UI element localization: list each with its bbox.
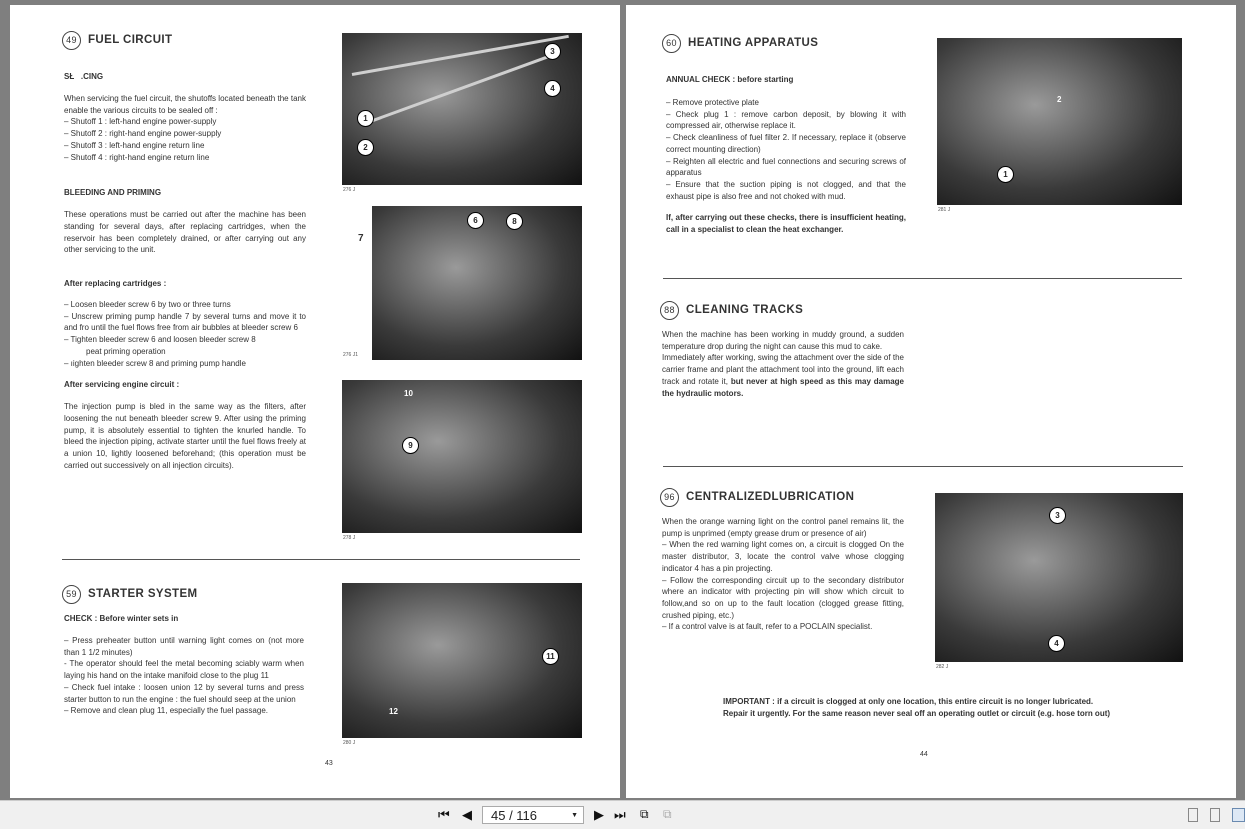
photo-label: 10 (404, 389, 413, 398)
starter-photo (342, 583, 582, 738)
warning-text: but never at high speed as this may damage the hydraulic motors. (662, 376, 904, 398)
callout: 2 (357, 139, 374, 156)
lubrication-distributor-photo (935, 493, 1183, 662)
list-item: – Shutoff 4 : right-hand engine return line (64, 152, 210, 162)
callout: 4 (1048, 635, 1065, 652)
callout: 3 (544, 43, 561, 60)
important-line: IMPORTANT : if a circuit is clogged at only one location, this entire circuit is no longer lubricated. (723, 697, 1094, 706)
tracks-heading (660, 301, 904, 320)
engine-text: The injection pump is bled in the same way as the filters, after loosening the nut beneath bleeder screw 9. After using the priming pump, it is absolutely essential to tighten the knurled handle. To bleed the injection piping, activate starter until the fuel flows freely at a union 10, lightly loosened beforehand; (this operation must be carried out successively on all injection circuits). (64, 402, 306, 470)
list-item: – If a control valve is at fault, refer to a POCLAIN specialist. (662, 622, 873, 632)
list-item: – Loosen bleeder screw 6 by two or three turns (64, 300, 231, 310)
important-note (723, 696, 1110, 720)
callout: 11 (542, 648, 559, 665)
next-page-button[interactable]: ▶ (594, 807, 604, 822)
list-item: – Remove and clean plug 11, especially the fuel passage. (64, 706, 268, 716)
list-item: – Check fuel intake : loosen union 12 by several turns and press starter button to run the engine : the fuel should seep at the union (64, 682, 304, 704)
section-title: FUEL CIRCUIT (88, 34, 173, 46)
important-line: Repair it urgently. For the same reason never seal off an operating outlet or circuit (e.g. hose torn out) (723, 709, 1111, 718)
starter-items (64, 635, 304, 717)
starter-subheading: CHECK : Before winter sets in (64, 614, 179, 623)
list-item: – Reighten all electric and fuel connections and securing screws of apparatus (666, 156, 906, 178)
paragraph (662, 352, 904, 399)
fuel-shutoffs-photo (342, 33, 582, 185)
list-item: – Follow the corresponding circuit up to the secondary distributor where an indicator with projecting pin will show which circuit to follow,and so on up to the fault location (clogged grease fitting, crushed piping, etc.) (662, 575, 904, 620)
bleeding-heading: BLEEDING AND PRIMING (64, 188, 162, 198)
single-page-view-icon[interactable] (1188, 808, 1198, 822)
lube-items (662, 516, 904, 633)
section-title: STARTER SYSTEM (88, 588, 198, 600)
paragraph: When the machine has been working in muddy ground, a sudden temperature drop during the night can cause this mud to cake. (662, 330, 904, 351)
list-item: – When the red warning light comes on, a circuit is clogged On the master distributor, 3, locate the control valve whose clogging indicator 4 has a pin projecting. (662, 540, 904, 573)
paragraph-text: Immediately after working, swing the attachment over the side of the carrier frame and plant the attachment tool into the ground, lift each track and rotate it, (662, 353, 904, 386)
section-title: CENTRALIZEDLUBRICATION (686, 491, 855, 503)
fuel-filters-photo (372, 206, 582, 360)
heating-items (666, 97, 906, 202)
left-text-column (62, 31, 306, 471)
list-item: - The operator should feel the metal becoming ɜciably warm when laying his hand on the intake manifoid close to the plug 11 (64, 659, 304, 681)
annual-check-heading: ANNUAL CHECK : before starting (666, 75, 794, 84)
callout: 1 (997, 166, 1014, 183)
photo-label: 2 (1057, 95, 1062, 104)
section-number: 96 (660, 488, 679, 507)
photo-ref: 278 J (343, 535, 356, 541)
fuel-circuit-heading (62, 31, 306, 50)
after-engine-heading: After servicing engine circuit : (64, 380, 180, 390)
list-item: – Remove protective plate (666, 98, 759, 107)
two-page-view-icon[interactable] (1232, 808, 1245, 822)
callout: 8 (506, 213, 523, 230)
photo-label: 12 (389, 707, 398, 716)
callout: 9 (402, 437, 419, 454)
divider (663, 278, 1182, 279)
first-page-button[interactable]: ⏮ (438, 807, 450, 822)
heating-heading (662, 34, 906, 53)
last-page-button[interactable]: ⏭ (614, 807, 626, 822)
paragraph: When servicing the fuel circuit, the shutoffs located beneath the tank enable the various circuits to be sealed off : (64, 94, 306, 115)
after-cartridges-heading: After replacing cartridges : (64, 279, 167, 289)
list-item: peat priming operation (86, 346, 166, 356)
list-item: – Check cleanliness of fuel filter 2. If necessary, replace it (observe correct mounting direction) (666, 133, 906, 154)
injection-pump-photo (342, 380, 582, 533)
continuous-view-icon[interactable] (1210, 808, 1220, 822)
list-item: – Shutoff 3 : left-hand engine return line (64, 140, 205, 150)
bleeding-steps (64, 299, 306, 369)
section-number: 59 (62, 585, 81, 604)
heating-column (662, 34, 906, 236)
photo-ref: 276 J1 (343, 352, 359, 358)
fuel-intro (64, 93, 306, 163)
callout: 6 (467, 212, 484, 229)
lube-heading (660, 488, 904, 507)
starter-heading (62, 585, 304, 604)
viewer-toolbar (0, 800, 1245, 829)
chevron-down-icon: ▼ (571, 812, 578, 819)
list-item: – Press preheater button until warning light comes on (not more than 1 1/2 minutes) (64, 636, 304, 657)
copy-icon[interactable]: ⧉ (640, 807, 649, 821)
tracks-text (662, 329, 904, 399)
callout: 4 (544, 80, 561, 97)
previous-page-button[interactable]: ◀ (462, 807, 472, 822)
tracks-column (660, 301, 904, 399)
page-number: 44 (920, 751, 928, 758)
list-item: – Shutoff 1 : left-hand engine power-supply (64, 117, 217, 127)
callout: 3 (1049, 507, 1066, 524)
section-title: CLEANING TRACKS (686, 304, 804, 316)
list-item: When the orange warning light on the control panel remains lit, the pump is unprimed (empty grease drum or presence of air) (662, 517, 904, 538)
starter-column (62, 585, 304, 717)
photo-label: 7 (358, 233, 364, 244)
photo-ref: 280 J (343, 740, 356, 746)
bleeding-intro: These operations must be carried out after the machine has been standing for several days, after replacing cartridges, when the reservoir has been completely drained, or after carrying out any other servicing to the unit. (64, 210, 306, 255)
lube-column (660, 488, 904, 633)
servicing-subheading: SŁ .CING (64, 72, 104, 81)
list-item: – Ensure that the suction piping is not clogged, and that the exhaust pipe is also free and not choked with mud. (666, 179, 906, 201)
list-item: – Shutoff 2 : right-hand engine power-supply (64, 129, 222, 139)
list-item: – Check plug 1 : remove carbon deposit, by blowing it with compressed air, otherwise replace it. (666, 109, 906, 131)
section-number: 60 (662, 34, 681, 53)
photo-ref: 276 J (343, 187, 356, 193)
photo-ref: 282 J (936, 664, 949, 670)
list-item: – ıighten bleeder screw 8 and priming pump handle (64, 358, 246, 368)
page-number: 43 (325, 760, 333, 767)
divider (663, 466, 1183, 467)
heating-apparatus-photo (937, 38, 1182, 205)
photo-ref: 281 J (938, 207, 951, 213)
copy-disabled-icon[interactable]: ⧉ (663, 807, 672, 821)
callout: 1 (357, 110, 374, 127)
divider (62, 559, 580, 560)
section-number: 49 (62, 31, 81, 50)
list-item: – Tighten bleeder screw 6 and loosen bleeder screw 8 (64, 335, 256, 345)
section-number: 88 (660, 301, 679, 320)
list-item: – Unscrew priming pump handle 7 by several turns and move it to and fro until the fuel flows free from air bubbles at bleeder screw 6 (64, 311, 306, 333)
page-selector[interactable] (482, 806, 584, 824)
page-indicator: 45 / 116 (491, 808, 538, 823)
heating-note: If, after carrying out these checks, there is insufficient heating, call in a specialist to clean the heat exchanger. (666, 213, 906, 235)
section-title: HEATING APPARATUS (688, 37, 819, 49)
